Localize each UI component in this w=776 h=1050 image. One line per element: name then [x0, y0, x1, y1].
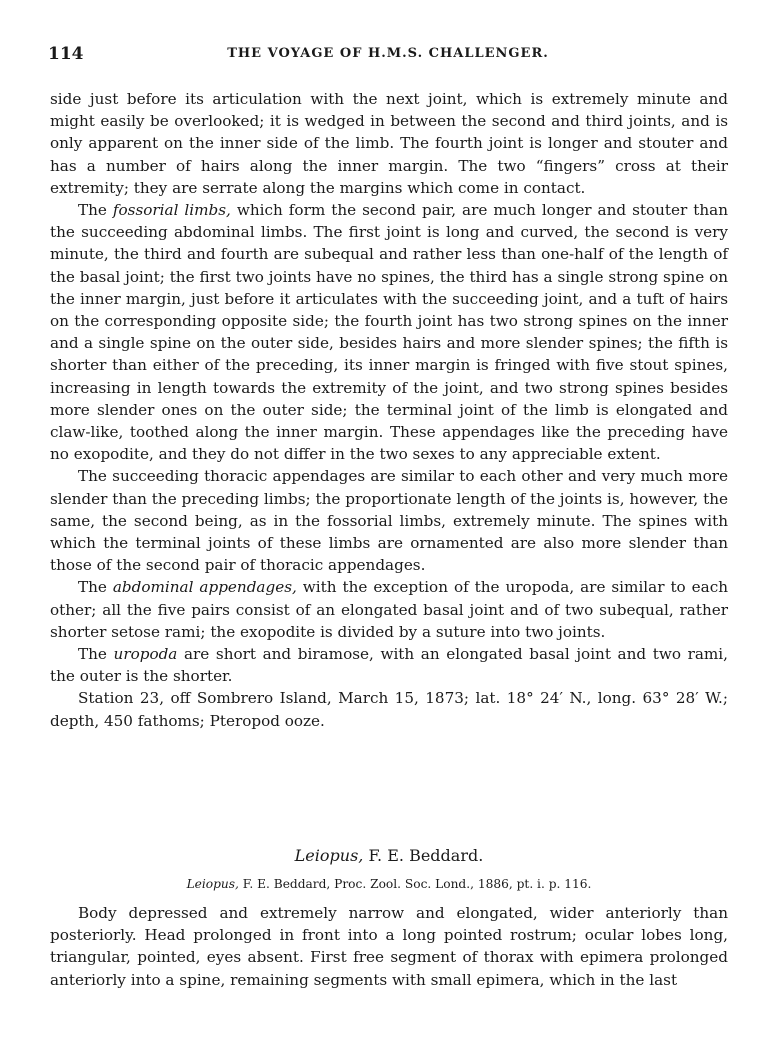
paragraph-lead: The — [78, 201, 113, 220]
reference-genus: Leiopus, — [186, 877, 239, 891]
section-heading — [50, 846, 728, 865]
page-number: 114 — [48, 44, 84, 64]
section-reference — [50, 877, 728, 891]
genus-name: Leiopus, — [294, 846, 364, 865]
reference-citation: F. E. Beddard, Proc. Zool. Soc. Lond., 1886, pt. i. p. 116. — [238, 877, 592, 891]
italic-term: fossorial limbs, — [112, 201, 231, 220]
italic-term: abdominal appendages, — [112, 578, 297, 597]
paragraph-uropoda — [50, 643, 728, 687]
italic-term: uropoda — [113, 645, 178, 664]
paragraph-continuation: side just before its articulation with the next joint, which is extremely minute and might easily be overlooked; it is wedged in between the second and third joints, and is only apparent on the inner side of the limb. The fourth joint is longer and stouter and has a number of hairs along the inner margin. The two “fingers” cross at their extremity; they are serrate along the margins which come in contact. — [50, 90, 728, 197]
genus-description: Body depressed and extremely narrow and elongated, wider anteriorly than posteriorly. Head prolonged in front into a long pointed rostrum; ocular lobes long, triangular, pointed, eyes absent. First free segment of thorax with epimera prolonged anteriorly into a spine, remaining segments with small epimera, which in the last — [50, 904, 728, 989]
paragraph-abdominal-appendages — [50, 576, 728, 643]
paragraph-lead: The — [78, 645, 114, 664]
paragraph-lead: The — [78, 578, 113, 597]
paragraph-thoracic-appendages: The succeeding thoracic appendages are similar to each other and very much more slender than the preceding limbs; the proportionate length of the joints is, however, the same, the second being, as in the fossorial limbs, extremely minute. The spines with which the terminal joints of these limbs are ornamented are also more slender than those of the second pair of thoracic appendages. — [50, 467, 728, 575]
running-title: THE VOYAGE OF H.M.S. CHALLENGER. — [227, 46, 549, 61]
page-header — [48, 44, 728, 66]
station-record: Station 23, off Sombrero Island, March 15, 1873; lat. 18° 24′ N., long. 63° 28′ W.; depth, 450 fathoms; Pteropod ooze. — [50, 689, 728, 730]
paragraph-text: are short and biramose, with an elongated basal joint and two rami, the outer is the shorter. — [50, 645, 728, 686]
main-text — [50, 88, 728, 732]
genus-author: F. E. Beddard. — [363, 846, 484, 865]
section-body — [50, 902, 728, 991]
paragraph-fossorial-limbs — [50, 199, 728, 465]
paragraph-text: with the exception of the uropoda, are similar to each other; all the five pairs consist of an elongated basal joint and of two subequal, rather shorter setose rami; the exopodite is divided by a suture into two joints. — [50, 578, 728, 641]
paragraph-text: which form the second pair, are much longer and stouter than the succeeding abdominal limbs. The first joint is long and curved, the second is very minute, the third and fourth are subequal and rather less than one-half of the length of the basal joint; the first two joints have no spines, the third has a single strong spine on the inner margin, just before it articulates with the succeeding joint, and a tuft of hairs on the corresponding opposite side; the fourth joint has two strong spines on the inner and a single spine on the outer side, besides hairs and more slender spines; the fifth is shorter than either of the preceding, its inner margin is fringed with five stout spines, increasing in length towards the extremity of the joint, and two strong spines besides more slender ones on the outer side; the terminal joint of the limb is elongated and claw-like, toothed along the inner margin. These appendages like the preceding have no exopodite, and they do not differ in the two sexes to any appreciable extent. — [50, 201, 728, 464]
